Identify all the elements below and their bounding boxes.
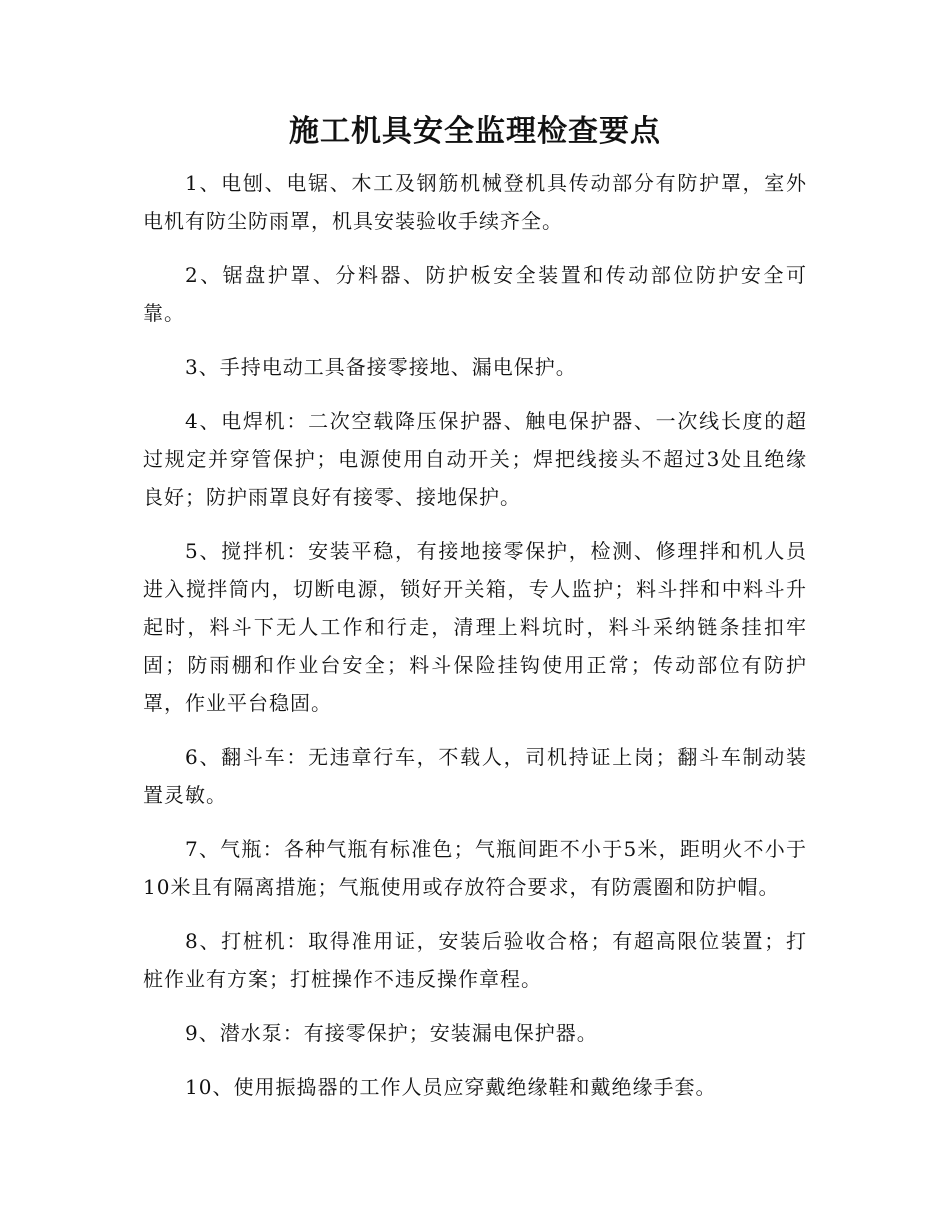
paragraph-item-6: 6、翻斗车：无违章行车，不载人，司机持证上岗；翻斗车制动装置灵敏。 [143,745,807,807]
paragraph-item-3: 3、手持电动工具备接零接地、漏电保护。 [185,355,577,379]
paragraph-item-9: 9、潜水泵：有接零保护；安装漏电保护器。 [185,1021,598,1045]
paragraph-item-4: 4、电焊机：二次空载降压保护器、触电保护器、一次线长度的超过规定并穿管保护；电源使用自动开关；焊把线接头不超过3处且绝缘良好；防护雨罩良好有接零、接地保护。 [143,409,807,509]
paragraph-item-1: 1、电刨、电锯、木工及钢筋机械登机具传动部分有防护罩，室外电机有防尘防雨罩，机具安装验收手续齐全。 [143,171,807,233]
paragraph-item-8: 8、打桩机：取得准用证，安装后验收合格；有超高限位装置；打桩作业有方案；打桩操作不违反操作章程。 [143,929,807,991]
paragraph-item-7: 7、气瓶：各种气瓶有标准色；气瓶间距不小于5米，距明火不小于10米且有隔离措施；气瓶使用或存放符合要求，有防震圈和防护帽。 [143,837,807,899]
paragraph-item-10: 10、使用振捣器的工作人员应穿戴绝缘鞋和戴绝缘手套。 [185,1075,717,1099]
document-body [143,164,807,1122]
paragraph-item-2: 2、锯盘护罩、分料器、防护板安全装置和传动部位防护安全可靠。 [143,263,807,325]
paragraph-item-5: 5、搅拌机：安装平稳，有接地接零保护，检测、修理拌和机人员进入搅拌筒内，切断电源，锁好开关箱，专人监护；料斗拌和中料斗升起时，料斗下无人工作和行走，清理上料坑时，料斗采纳链条挂扣牢固；防雨棚和作业台安全；料斗保险挂钩使用正常；传动部位有防护罩，作业平台稳固。 [143,539,807,715]
document-title: 施工机具安全监理检查要点 [289,114,661,149]
